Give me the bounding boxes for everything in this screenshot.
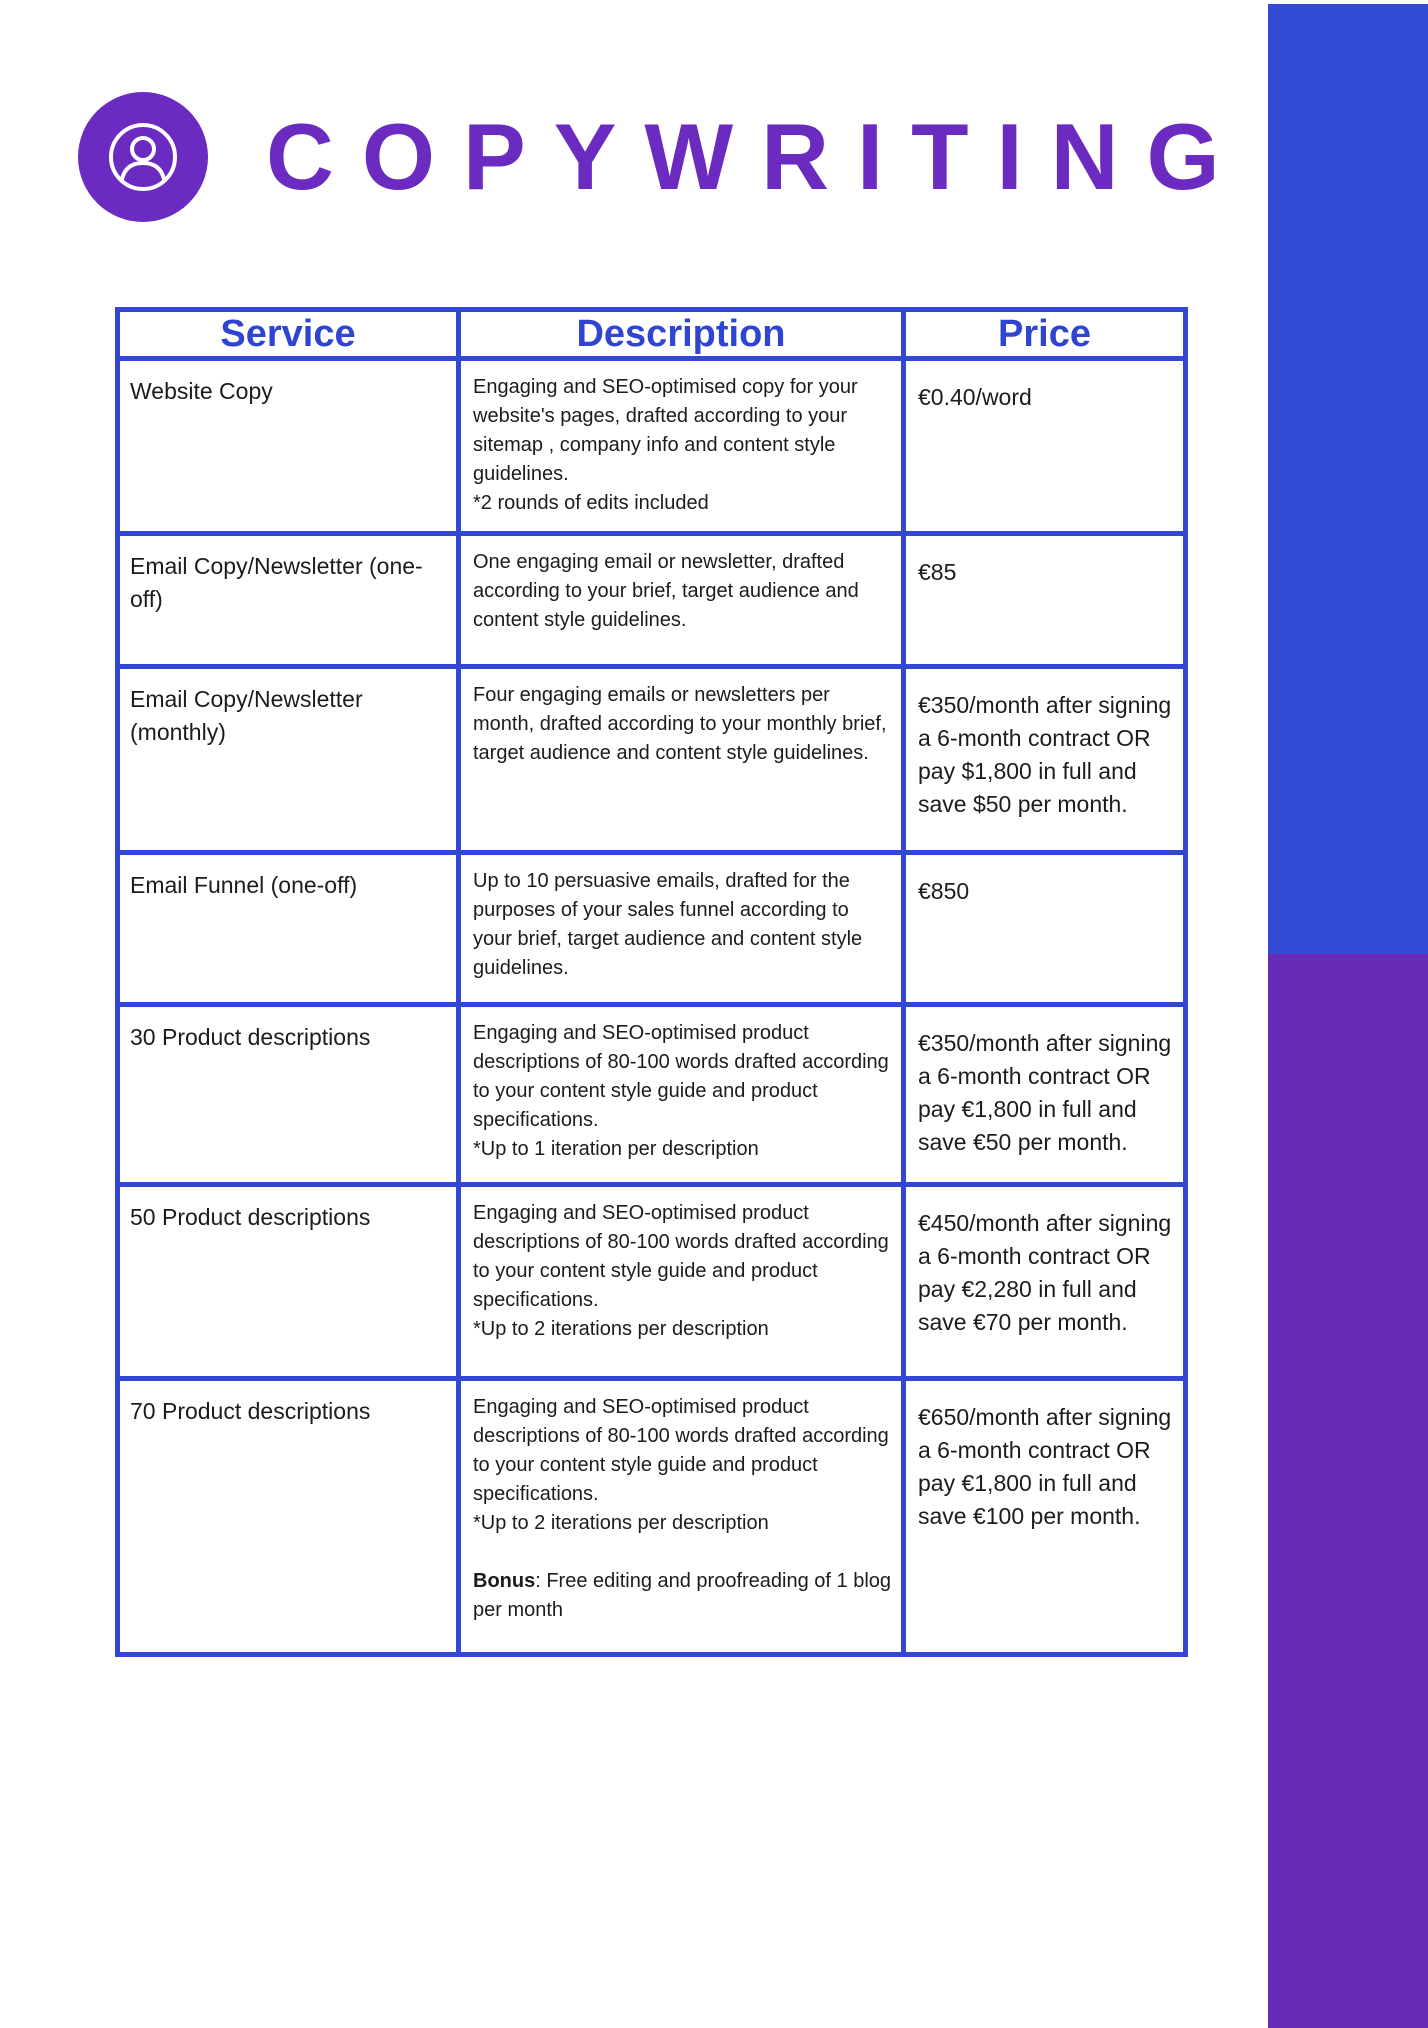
service-description-cell	[459, 1379, 904, 1655]
user-profile-icon-glyph	[105, 119, 181, 195]
service-description-cell	[459, 1005, 904, 1185]
service-price: €850	[904, 853, 1186, 1005]
service-description-cell	[459, 1185, 904, 1379]
service-description-cell	[459, 534, 904, 667]
pricing-table	[115, 307, 1188, 1657]
service-column-header: Service	[118, 310, 459, 359]
description-column-header: Description	[459, 310, 904, 359]
service-description-cell	[459, 667, 904, 853]
bonus-text: : Free editing and proofreading of 1 blog per month	[473, 1570, 892, 1621]
page-title: COPYWRITING	[266, 104, 1248, 209]
service-description-cell	[459, 359, 904, 534]
service-name: Email Copy/Newsletter (one-off)	[118, 534, 459, 667]
service-description: Engaging and SEO-optimised product descriptions of 80-100 words drafted according to your content style guide and product specifications.	[473, 1396, 889, 1505]
service-note: *Up to 2 iterations per description	[473, 1512, 769, 1534]
service-price: €350/month after signing a 6-month contract OR pay $1,800 in full and save $50 per month.	[904, 667, 1186, 853]
service-description: Up to 10 persuasive emails, drafted for the purposes of your sales funnel according to your brief, target audience and content style guidelines.	[473, 870, 863, 979]
service-note: *2 rounds of edits included	[473, 492, 709, 514]
service-description: Engaging and SEO-optimised product descriptions of 80-100 words drafted according to your content style guide and product specifications.	[473, 1202, 889, 1311]
service-price: €0.40/word	[904, 359, 1186, 534]
table-row	[118, 1379, 1186, 1655]
service-price: €85	[904, 534, 1186, 667]
table-row	[118, 534, 1186, 667]
service-note: *Up to 1 iteration per description	[473, 1138, 759, 1160]
service-description: Engaging and SEO-optimised product descriptions of 80-100 words drafted according to your content style guide and product specifications.	[473, 1022, 889, 1131]
service-description: Four engaging emails or newsletters per month, drafted according to your monthly brief, target audience and content style guidelines.	[473, 684, 887, 764]
service-price: €650/month after signing a 6-month contract OR pay €1,800 in full and save €100 per month.	[904, 1379, 1186, 1655]
table-row	[118, 667, 1186, 853]
service-name: 30 Product descriptions	[118, 1005, 459, 1185]
price-column-header: Price	[904, 310, 1186, 359]
table-row	[118, 1005, 1186, 1185]
service-price: €450/month after signing a 6-month contract OR pay €2,280 in full and save €70 per month.	[904, 1185, 1186, 1379]
service-name: 70 Product descriptions	[118, 1379, 459, 1655]
user-profile-icon	[78, 92, 208, 222]
service-note: *Up to 2 iterations per description	[473, 1318, 769, 1340]
service-description: One engaging email or newsletter, drafted according to your brief, target audience and content style guidelines.	[473, 551, 859, 631]
service-description: Engaging and SEO-optimised copy for your website's pages, drafted according to your sitemap , company info and content style guidelines.	[473, 376, 858, 485]
service-name: Email Copy/Newsletter (monthly)	[118, 667, 459, 853]
service-price: €350/month after signing a 6-month contract OR pay €1,800 in full and save €50 per month.	[904, 1005, 1186, 1185]
service-description-cell	[459, 853, 904, 1005]
service-name: 50 Product descriptions	[118, 1185, 459, 1379]
table-row	[118, 359, 1186, 534]
service-name: Email Funnel (one-off)	[118, 853, 459, 1005]
side-band-purple	[1268, 954, 1428, 2028]
service-name: Website Copy	[118, 359, 459, 534]
bonus-label: Bonus	[473, 1570, 536, 1592]
side-band-blue	[1268, 4, 1428, 954]
table-row	[118, 853, 1186, 1005]
bonus-block	[473, 1567, 893, 1625]
table-row	[118, 1185, 1186, 1379]
table-header-row	[118, 310, 1186, 359]
